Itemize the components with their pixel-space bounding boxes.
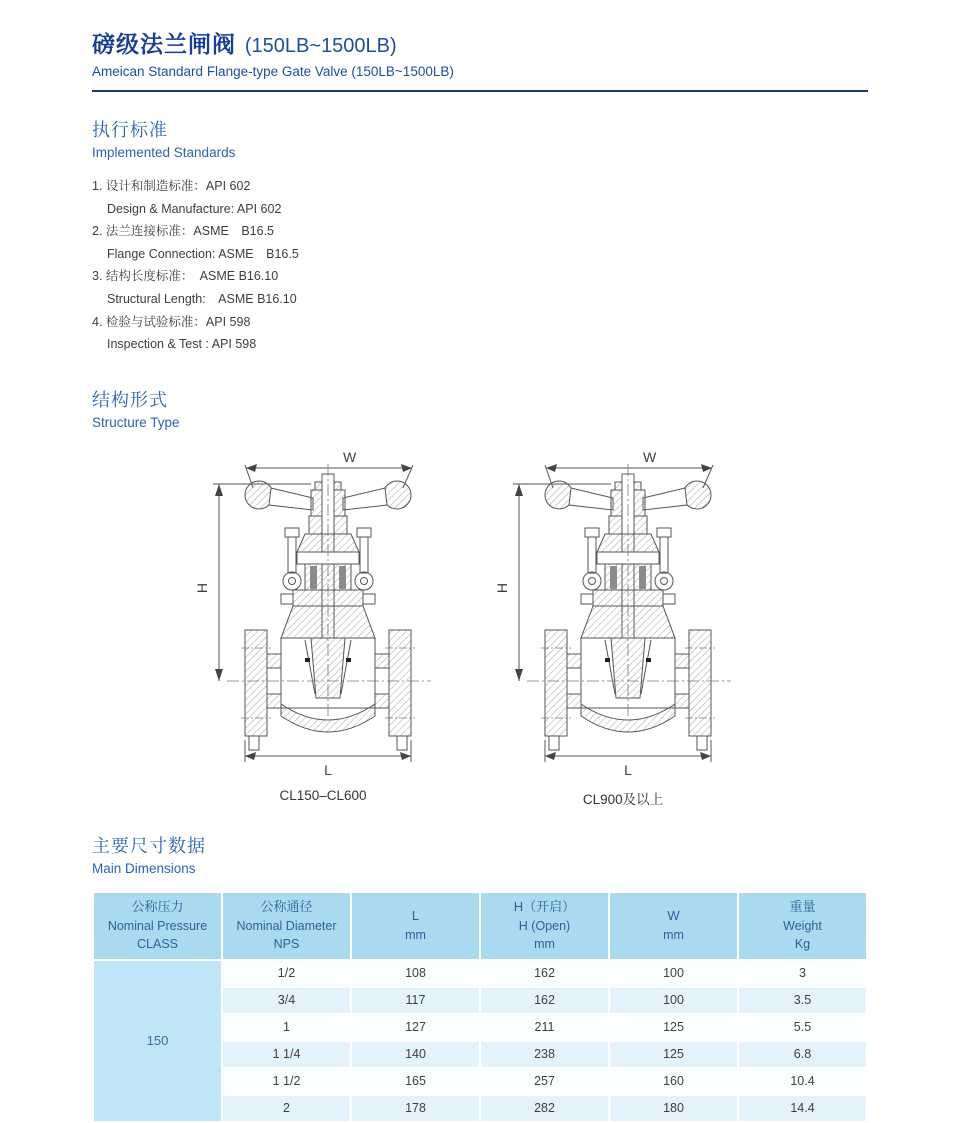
cell-nps: 3/4: [222, 987, 351, 1014]
cell-h: 162: [480, 960, 609, 987]
header-line: mm: [663, 928, 684, 943]
cell-kg: 10.4: [738, 1068, 867, 1095]
header-line: H（开启）: [513, 899, 576, 915]
item-text-en: Inspection & Test : API 598: [107, 337, 257, 352]
structure-heading: [92, 386, 868, 430]
cell-l: 178: [351, 1095, 480, 1122]
dim-label-w: W: [643, 448, 657, 465]
cell-l: 127: [351, 1014, 480, 1041]
header-line: 重量: [789, 899, 816, 915]
cell-l: 108: [351, 960, 480, 987]
col-header-class: [93, 892, 222, 960]
header-line: Nominal Diameter: [236, 919, 337, 934]
structure-section: [92, 386, 868, 808]
dimensions-heading-en: Main Dimensions: [92, 860, 196, 876]
cell-kg: 14.4: [738, 1095, 867, 1122]
item-number: 4.: [92, 314, 103, 329]
class-cell: 150: [93, 960, 222, 1122]
gate-valve-section-drawing: [193, 448, 453, 778]
table-body: [93, 960, 867, 1122]
list-item: [92, 175, 868, 220]
dim-label-h: H: [494, 582, 510, 593]
col-header-nps: [222, 892, 351, 960]
cell-h: 211: [480, 1014, 609, 1041]
header-line: mm: [534, 937, 555, 952]
item-text-zh: 检验与试验标准：API 598: [105, 314, 251, 329]
cell-kg: 5.5: [738, 1014, 867, 1041]
header-line: 公称压力: [131, 899, 184, 915]
cell-w: 100: [609, 987, 738, 1014]
drawing-caption: CL900及以上: [582, 791, 664, 807]
valve-drawings: [78, 448, 868, 808]
header-line: Nominal Pressure: [107, 919, 208, 934]
cell-w: 160: [609, 1068, 738, 1095]
dimensions-heading: [92, 832, 868, 876]
standards-heading-en: Implemented Standards: [92, 145, 236, 160]
standards-list: [92, 175, 868, 356]
cell-w: 125: [609, 1041, 738, 1068]
header-line: 公称通径: [260, 899, 313, 915]
cell-nps: 1: [222, 1014, 351, 1041]
cell-h: 282: [480, 1095, 609, 1122]
item-text-en: Design & Manufacture: API 602: [107, 201, 282, 216]
page-title: [92, 26, 868, 61]
cell-l: 140: [351, 1041, 480, 1068]
item-number: 1.: [92, 179, 103, 193]
cell-w: 180: [609, 1095, 738, 1122]
dimensions-section: [92, 832, 868, 1123]
standards-section: [92, 116, 868, 356]
page-subtitle: Ameican Standard Flange-type Gate Valve (150LB~1500LB): [92, 64, 454, 79]
standards-heading-zh: 执行标准: [92, 120, 168, 140]
cell-h: 257: [480, 1068, 609, 1095]
cell-nps: 1/2: [222, 960, 351, 987]
item-text-zh: 结构长度标准： ASME B16.10: [105, 269, 279, 284]
dimensions-heading-zh: 主要尺寸数据: [92, 835, 206, 856]
list-item: [92, 220, 868, 265]
cell-nps: 1 1/2: [222, 1068, 351, 1095]
drawing-caption: CL150–CL600: [279, 787, 367, 803]
standards-heading: [92, 116, 868, 160]
header-line: mm: [405, 928, 426, 943]
header-line: W: [667, 908, 680, 924]
cell-nps: 1 1/4: [222, 1041, 351, 1068]
cell-h: 238: [480, 1041, 609, 1068]
col-header-weight: [738, 892, 867, 960]
page-header: [92, 26, 868, 92]
cell-w: 100: [609, 960, 738, 987]
header-line: Weight: [783, 919, 822, 934]
header-line: Kg: [794, 937, 811, 952]
col-header-l: [351, 892, 480, 960]
item-text-zh: 设计和制造标准：API 602: [105, 179, 251, 193]
page-title-zh: 磅级法兰闸阀: [92, 31, 236, 57]
list-item: [92, 265, 868, 310]
cell-h: 162: [480, 987, 609, 1014]
header-line: L: [411, 908, 420, 924]
item-text-en: Structural Length: ASME B16.10: [107, 291, 297, 306]
cell-kg: 3.5: [738, 987, 867, 1014]
col-header-w: [609, 892, 738, 960]
cell-w: 125: [609, 1014, 738, 1041]
title-divider: [92, 90, 868, 92]
dim-label-h: H: [194, 582, 210, 593]
cell-nps: 2: [222, 1095, 351, 1122]
item-text-en: Flange Connection: ASME B16.5: [107, 246, 299, 261]
header-line: H (Open): [518, 919, 571, 934]
dim-label-l: L: [324, 761, 332, 778]
cell-l: 165: [351, 1068, 480, 1095]
valve-drawing-cl150-cl600: [193, 448, 453, 808]
table-header: [93, 892, 867, 960]
list-item: [92, 311, 868, 356]
structure-heading-en: Structure Type: [92, 414, 180, 430]
page-title-suffix: (150LB~1500LB): [244, 35, 397, 57]
valve-drawing-cl900-up: [493, 448, 753, 808]
col-header-h-open: [480, 892, 609, 960]
item-number: 2.: [92, 224, 103, 239]
dim-label-w: W: [343, 448, 357, 465]
header-line: NPS: [273, 937, 300, 952]
dimensions-table: [92, 891, 868, 1123]
cell-l: 117: [351, 987, 480, 1014]
cell-kg: 3: [738, 960, 867, 987]
cell-kg: 6.8: [738, 1041, 867, 1068]
structure-heading-zh: 结构形式: [92, 389, 168, 410]
item-text-zh: 法兰连接标准：ASME B16.5: [105, 224, 275, 239]
header-line: CLASS: [137, 937, 178, 952]
table-row: [93, 960, 867, 987]
dim-label-l: L: [624, 761, 632, 778]
item-number: 3.: [92, 269, 103, 284]
gate-valve-section-drawing: [493, 448, 753, 778]
